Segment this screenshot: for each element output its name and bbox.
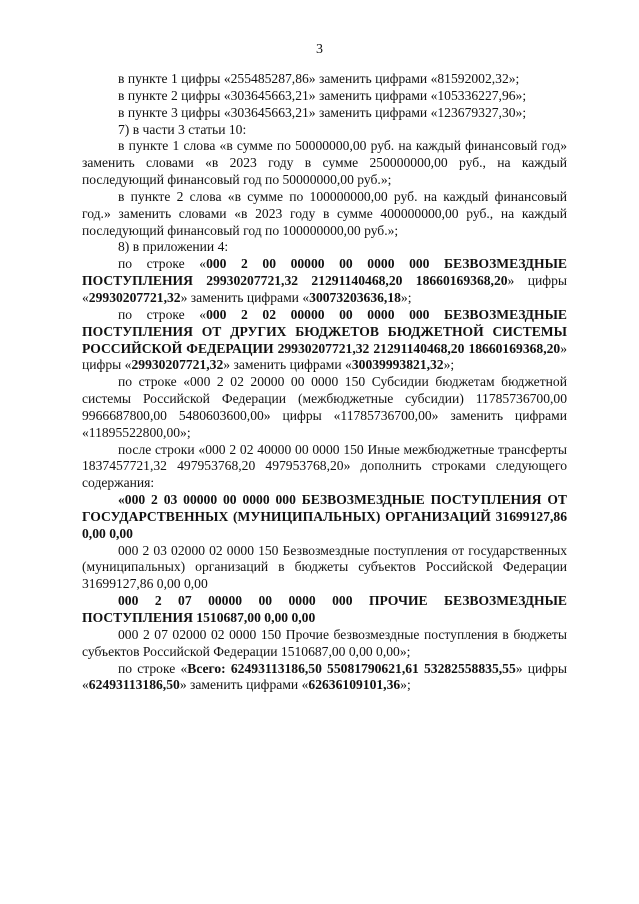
bold-row-text: 000 2 07 00000 00 0000 000 ПРОЧИЕ БЕЗВОЗМЕЗДНЫЕ ПОСТУПЛЕНИЯ 1510687,00 0,00 0,00 bbox=[82, 593, 567, 625]
paragraph-row-change bbox=[82, 661, 567, 695]
bold-old-value: 62493113186,50 bbox=[88, 677, 180, 693]
bold-row-text: 000 2 02 00000 00 0000 000 БЕЗВОЗМЕЗДНЫЕ ПОСТУПЛЕНИЯ ОТ ДРУГИХ БЮДЖЕТОВ БЮДЖЕТНОЙ СИСТЕМЫ РОССИЙСКОЙ ФЕДЕРАЦИИ 29930207721,32 21291140468,20 18660169368,20 bbox=[82, 306, 568, 356]
paragraph: в пункте 2 цифры «303645663,21» заменить цифрами «105336227,96»; bbox=[118, 87, 527, 103]
bold-new-value: 30039993821,32 bbox=[351, 357, 444, 373]
page-number: 3 bbox=[316, 42, 323, 57]
paragraph: в пункте 1 цифры «255485287,86» заменить цифрами «81592002,32»; bbox=[118, 71, 520, 86]
paragraph: после строки «000 2 02 40000 00 0000 150 Иные межбюджетные трансферты 1837457721,32 497953768,20 497953768,20» дополнить строками следующего содержания: bbox=[82, 441, 567, 491]
text-fragment: » цифры « bbox=[82, 660, 568, 693]
text-fragment: » цифры « bbox=[82, 273, 567, 305]
paragraph: 000 2 03 02000 02 0000 150 Безвозмездные поступления от государственных (муниципальных) организаций в бюджеты субъектов Российской Федерации 31699127,86 0,00 0,00 bbox=[82, 542, 567, 592]
text-fragment: » заменить цифрами « bbox=[179, 677, 309, 693]
paragraph-row-change bbox=[82, 256, 567, 307]
text-fragment: »; bbox=[400, 289, 412, 305]
paragraph: по строке «000 2 02 20000 00 0000 150 Субсидии бюджетам бюджетной системы Российской Федерации (межбюджетные субсидии) 11785736700,00 9966687800,00 5480603600,00» цифры «11785736700,00» заменить цифрами «11895522800,00»; bbox=[82, 374, 567, 440]
paragraph: 7) в части 3 статьи 10: bbox=[118, 121, 247, 137]
bold-row-text: «000 2 03 00000 00 0000 000 БЕЗВОЗМЕЗДНЫЕ ПОСТУПЛЕНИЯ ОТ ГОСУДАРСТВЕННЫХ (МУНИЦИПАЛЬНЫХ) ОРГАНИЗАЦИЙ 31699127,86 0,00 0,00 bbox=[82, 492, 567, 541]
bold-new-value: 62636109101,36 bbox=[308, 677, 401, 693]
text-fragment: по строке « bbox=[118, 306, 207, 322]
text-fragment: по строке « bbox=[118, 660, 188, 676]
paragraph: в пункте 3 цифры «303645663,21» заменить цифрами «123679327,30»; bbox=[118, 104, 527, 120]
bold-new-value: 30073203636,18 bbox=[309, 289, 401, 305]
paragraph: 000 2 07 02000 02 0000 150 Прочие безвозмездные поступления в бюджеты субъектов Российской Федерации 1510687,00 0,00 0,00»; bbox=[82, 626, 567, 659]
paragraph-row-change bbox=[82, 307, 567, 374]
text-fragment: » заменить цифрами « bbox=[180, 289, 310, 305]
bold-row-text: 000 2 00 00000 00 0000 000 БЕЗВОЗМЕЗДНЫЕ ПОСТУПЛЕНИЯ 29930207721,32 21291140468,20 18660169368,20 bbox=[82, 256, 568, 289]
text-fragment: » заменить цифрами « bbox=[223, 357, 352, 373]
text-fragment: »; bbox=[443, 357, 455, 373]
document-body bbox=[82, 71, 567, 694]
paragraph: в пункте 1 слова «в сумме по 50000000,00 руб. на каждый финансовый год» заменить словами «в 2023 году в сумме 250000000,00 руб., на каждый последующий финансовый год по 50000000,00 руб.»; bbox=[82, 138, 567, 188]
paragraph-bold bbox=[82, 593, 567, 627]
text-fragment: »; bbox=[400, 677, 411, 693]
bold-old-value: 29930207721,32 bbox=[88, 289, 181, 305]
paragraph: в пункте 2 слова «в сумме по 100000000,00 руб. на каждый финансовый год.» заменить словами «в 2023 году в сумме 400000000,00 руб., на каждый последующий финансовый год по 100000000,00 руб.»; bbox=[82, 188, 567, 238]
bold-old-value: 29930207721,32 bbox=[131, 357, 224, 373]
paragraph-bold bbox=[82, 492, 567, 543]
bold-row-text: Всего: 62493113186,50 55081790621,61 53282558835,55 bbox=[187, 660, 516, 676]
text-fragment: по строке « bbox=[118, 256, 207, 272]
text-fragment: » цифры « bbox=[82, 340, 567, 373]
paragraph: 8) в приложении 4: bbox=[118, 239, 229, 255]
